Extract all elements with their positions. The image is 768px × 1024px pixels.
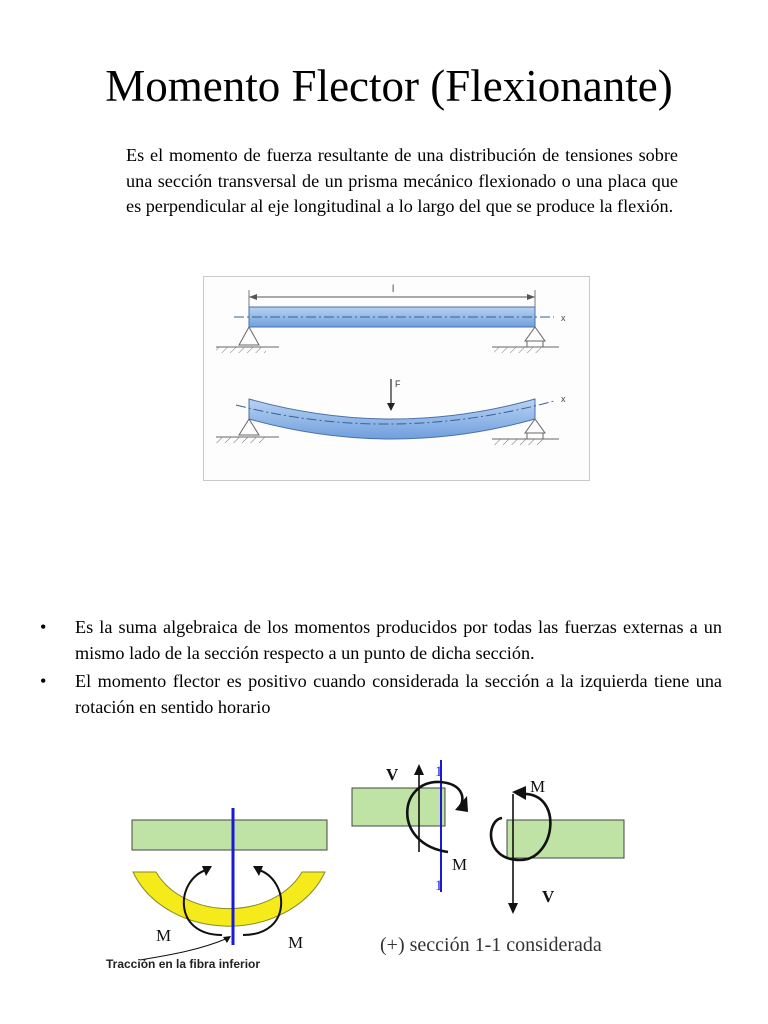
straight-segment [132,820,327,850]
section-label-bottom: 1 [435,878,443,894]
force-label: F [395,379,401,389]
beam-diagram-svg [204,277,589,480]
bullet-item [40,669,722,720]
moment-label-left: M [156,926,172,945]
moment-label-right: M [530,777,546,796]
moment-label-right: M [288,933,304,952]
bullet-text: El momento flector es positivo cuando considerada la sección a la izquierda tiene una rotación en sentido horario [75,671,722,717]
section-label-top: 1 [435,764,443,780]
pin-support-icon [216,327,279,353]
axis-label-bottom: x [561,394,566,404]
shear-label-right: V [542,887,555,906]
shear-label-left: V [386,765,399,784]
bending-diagram [100,800,340,980]
bullet-symbol: • [40,617,47,637]
page-title: Momento Flector (Flexionante) [105,61,673,111]
roller-support-icon [492,327,559,353]
bullet-item [40,615,722,666]
section-caption: (+) sección 1-1 considerada [380,934,602,956]
bent-segment [133,872,325,926]
intro-text: Es el momento de fuerza resultante de una distribución de tensiones sobre una sección transversal de un prisma mecánico flexionado o una placa que es perpendicular al eje longitudinal a lo largo del que se produce la flexión. [126,145,678,216]
beam-diagram [203,276,590,481]
bullet-list [40,615,722,723]
length-label: l [392,284,395,295]
bullet-text: Es la suma algebraica de los momentos producidos por todas las fuerzas externas a un mismo lado de la sección respecto a un punto de dicha sección. [75,617,722,663]
intro-paragraph [126,143,678,220]
force-arrow-icon [387,379,395,411]
bullet-symbol: • [40,671,47,691]
tension-caption: Tracción en la fibra inferior [106,957,261,971]
axis-label-top: x [561,313,566,323]
right-segment [507,820,624,858]
moment-label-left: M [452,855,468,874]
left-segment [352,788,445,826]
bending-diagram-svg [100,800,340,980]
